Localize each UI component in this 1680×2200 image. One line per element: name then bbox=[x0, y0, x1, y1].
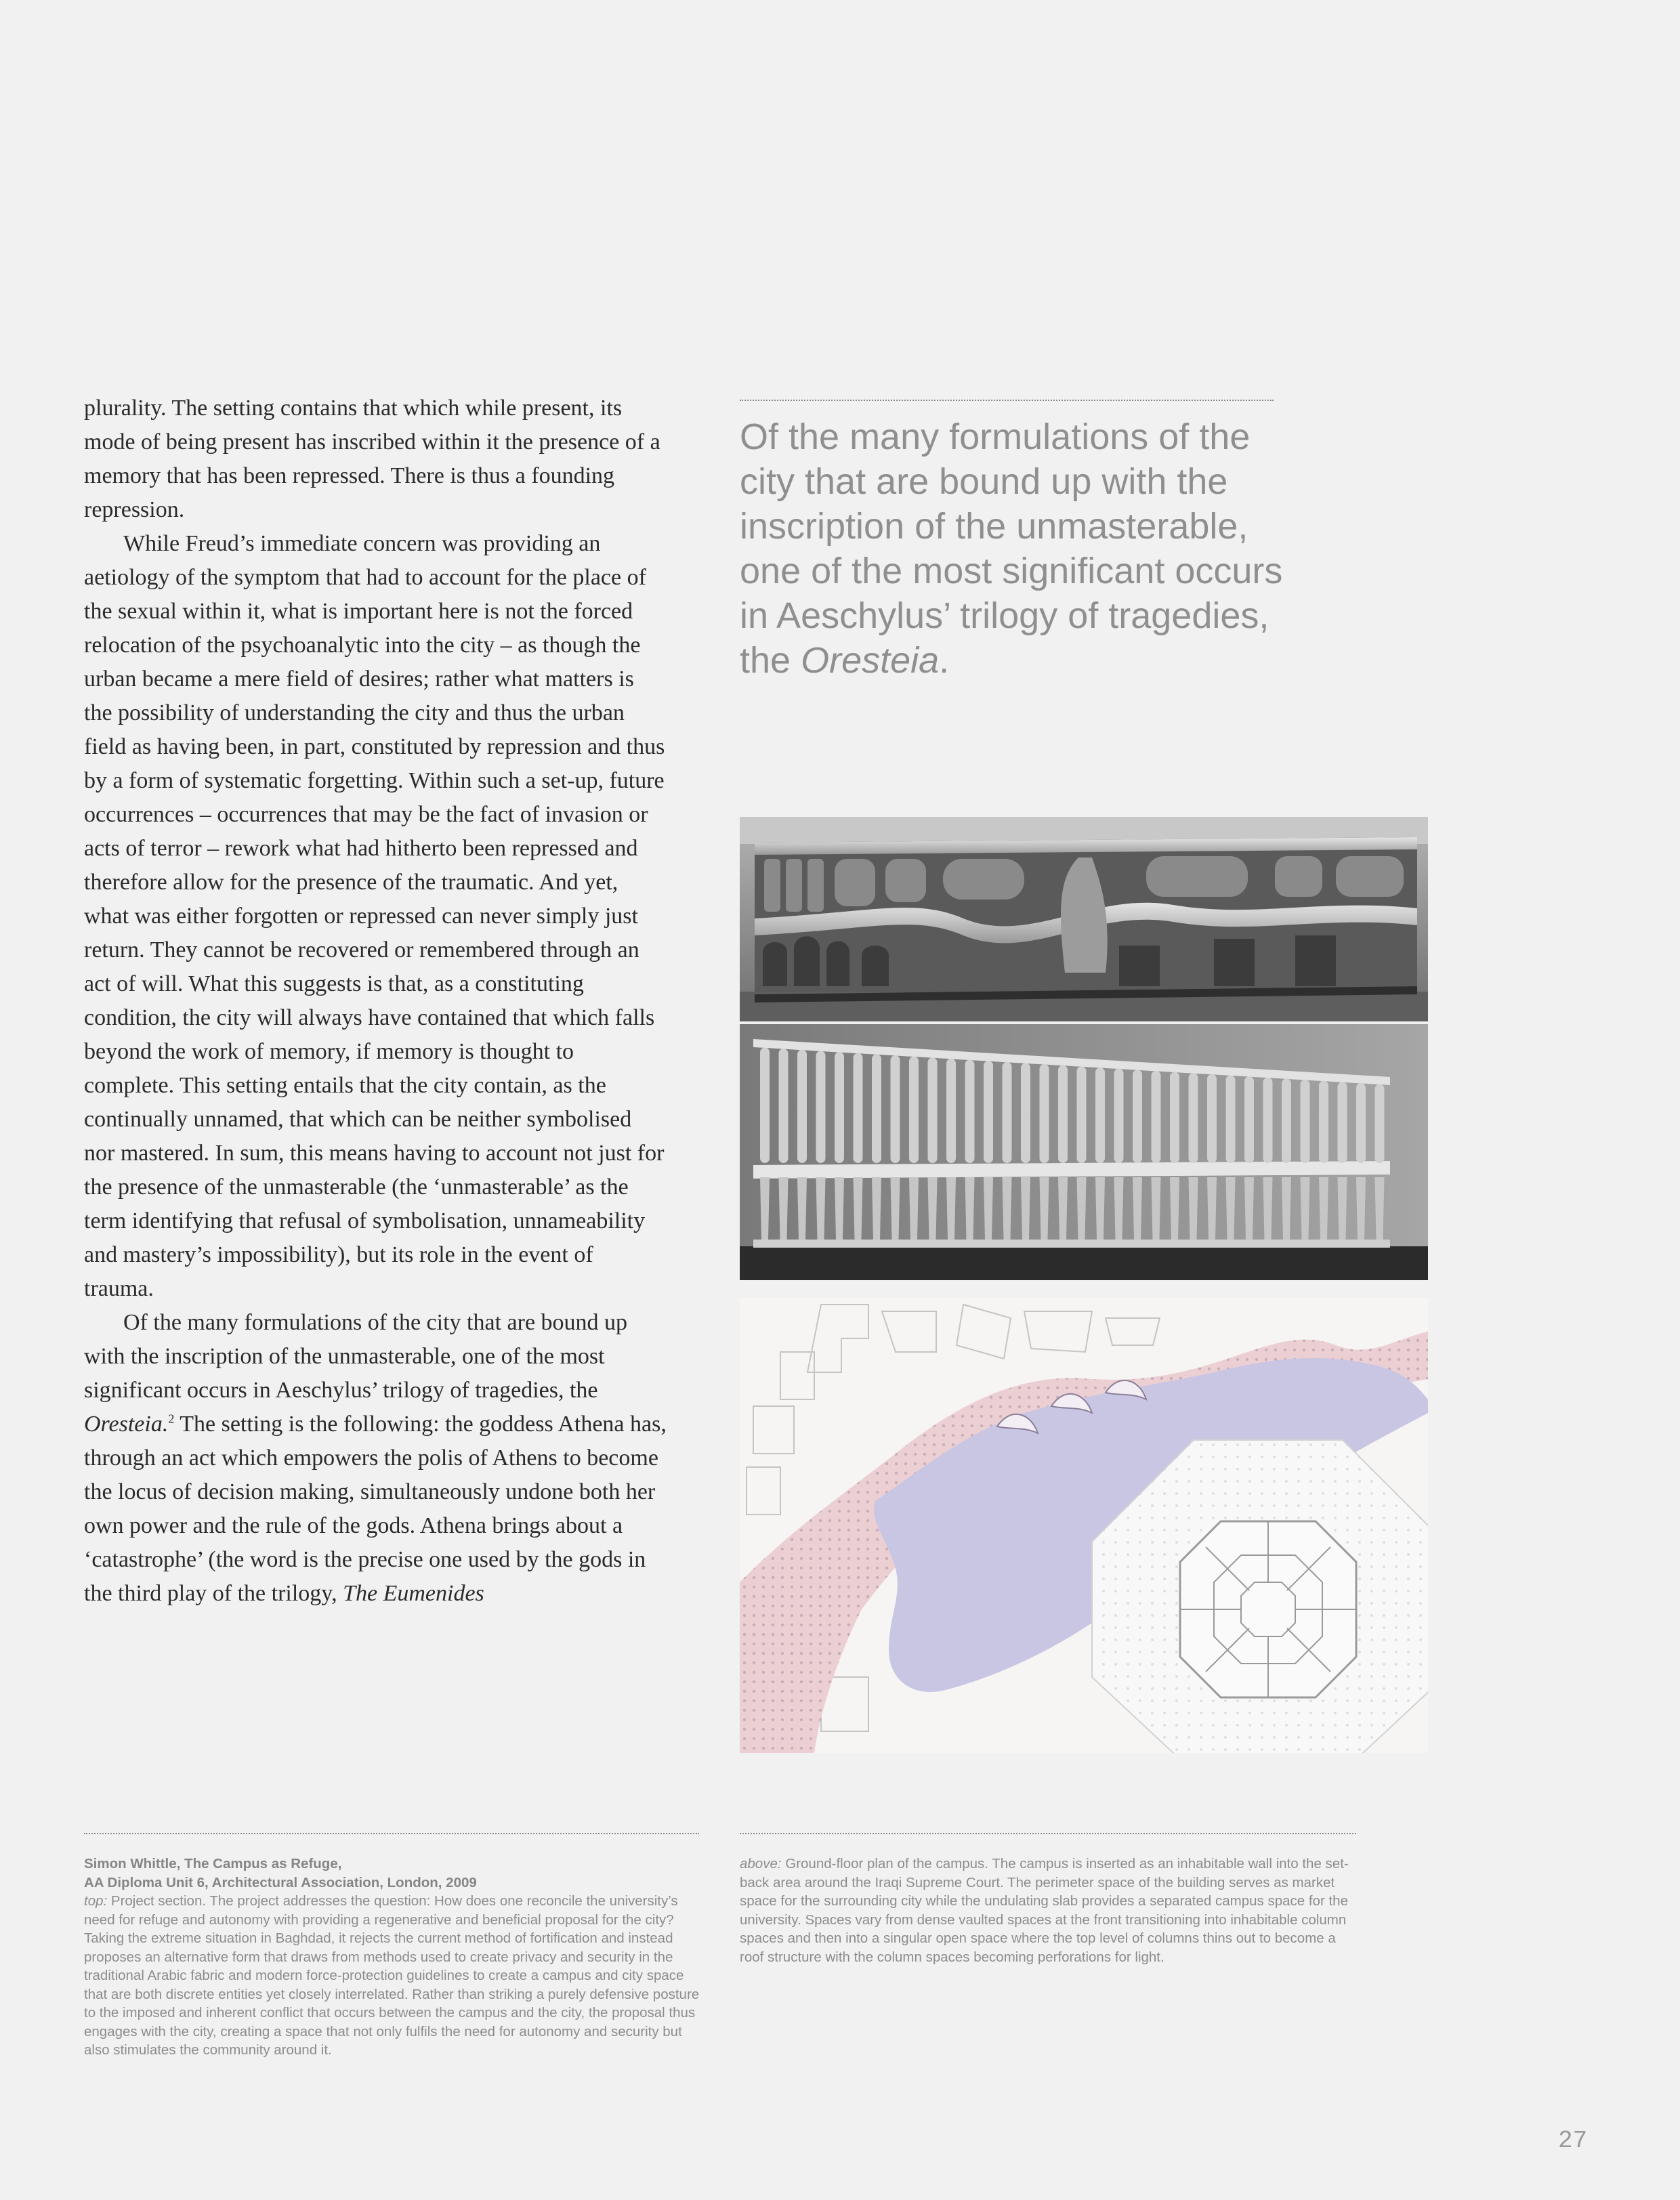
caption-author-line: Simon Whittle, The Campus as Refuge, bbox=[84, 1856, 342, 1871]
upper-column bbox=[1133, 1070, 1142, 1163]
upper-column bbox=[928, 1057, 938, 1163]
upper-column bbox=[816, 1051, 826, 1163]
lower-column bbox=[1356, 1177, 1366, 1240]
upper-column bbox=[1207, 1074, 1217, 1163]
lower-column bbox=[928, 1177, 938, 1240]
lower-column bbox=[1095, 1177, 1105, 1240]
lower-column bbox=[909, 1177, 919, 1240]
lower-column bbox=[1244, 1177, 1254, 1240]
lower-column bbox=[1170, 1177, 1179, 1240]
upper-column bbox=[835, 1052, 844, 1163]
upper-column bbox=[1338, 1082, 1347, 1163]
upper-column bbox=[1189, 1073, 1198, 1163]
pullquote-rule bbox=[740, 400, 1274, 401]
caption-rule-left bbox=[84, 1833, 699, 1834]
upper-column bbox=[797, 1050, 807, 1163]
body-text-column bbox=[84, 392, 667, 1611]
lower-column bbox=[1189, 1177, 1198, 1240]
lower-column bbox=[816, 1177, 826, 1240]
lower-column bbox=[854, 1177, 863, 1240]
caption-above-text: Ground-floor plan of the campus. The campus is inserted as an inhabitable wall into the set-back area around the Iraqi Supreme Court. The perimeter space of the building serves as market space for the surrounding city while the undulating slab provides a separated campus space for the university. Spaces vary from dense vaulted spaces at the front transitioning into inhabitable column spaces and then into a singular open space where the top level of columns thins out to become a roof structure with the column spaces becoming perforations for light. bbox=[740, 1856, 1349, 1965]
upper-column bbox=[1226, 1076, 1236, 1163]
lower-column bbox=[1338, 1177, 1347, 1240]
caption-top-figure bbox=[84, 1855, 707, 2060]
paragraph-3 bbox=[84, 1306, 667, 1611]
upper-column bbox=[1095, 1067, 1105, 1163]
pull-quote bbox=[740, 415, 1295, 683]
upper-column bbox=[1263, 1078, 1273, 1163]
footnote-marker: 2 bbox=[168, 1412, 175, 1426]
paragraph-3-text: Of the many formulations of the city that are bound up with the inscription of the unmasterable, one of the most significant occurs in Aeschylus’ trilogy of tragedies, the bbox=[84, 1310, 628, 1403]
upper-column bbox=[1356, 1083, 1366, 1163]
upper-column bbox=[1114, 1069, 1124, 1163]
ground-floor-plan-drawing bbox=[740, 1298, 1428, 1753]
upper-column bbox=[1244, 1076, 1254, 1163]
caption-course-line: AA Diploma Unit 6, Architectural Association, London, 2009 bbox=[84, 1874, 477, 1890]
upper-column bbox=[965, 1060, 975, 1163]
upper-column bbox=[1040, 1064, 1049, 1163]
section-model-photo-lower bbox=[740, 1024, 1428, 1280]
lower-column bbox=[1152, 1177, 1161, 1240]
upper-column bbox=[1282, 1078, 1291, 1163]
caption-top-body bbox=[84, 1892, 707, 2060]
upper-column bbox=[909, 1057, 919, 1163]
upper-column bbox=[760, 1048, 770, 1163]
caption-plan-figure bbox=[740, 1855, 1356, 1966]
lower-column bbox=[1114, 1177, 1124, 1240]
upper-column bbox=[946, 1059, 956, 1163]
upper-column bbox=[984, 1061, 993, 1163]
lower-column bbox=[835, 1177, 844, 1240]
upper-column bbox=[854, 1053, 863, 1163]
page-number: 27 bbox=[1558, 2127, 1588, 2155]
lower-column bbox=[1003, 1177, 1012, 1240]
upper-column bbox=[1301, 1080, 1310, 1163]
upper-column bbox=[1152, 1071, 1161, 1163]
section-model-upper-drawing bbox=[740, 817, 1428, 1021]
caption-above-lead: above: bbox=[740, 1856, 782, 1871]
lower-column bbox=[946, 1177, 956, 1240]
oresteia-title: Oresteia. bbox=[84, 1412, 169, 1437]
caption-top-text: Project section. The project addresses the question: How does one reconcile the university’s need for refuge and autonomy with providing a regenerative and beneficial proposal for the city? Taking the extreme situation in Baghdad, it rejects the current method of fortification and instead proposes an alternative form that draws from methods used to create privacy and security in the traditional Arabic fabric and modern force-protection guidelines to create a campus and city space that are both discrete entities yet closely interrelated. Rather than striking a purely defensive posture to the imposed and inherent conflict that occurs between the campus and the city, the proposal thus engages with the city, creating a space that not only fulfils the need for autonomy and security but also stimulates the community around it. bbox=[84, 1893, 700, 2058]
upper-column bbox=[1077, 1066, 1087, 1163]
lower-column bbox=[1282, 1177, 1291, 1240]
lower-column bbox=[1319, 1177, 1328, 1240]
upper-column bbox=[872, 1054, 881, 1163]
lower-column bbox=[1263, 1177, 1273, 1240]
lower-column bbox=[1375, 1177, 1385, 1240]
upper-column bbox=[1058, 1065, 1068, 1163]
pull-quote-text: Of the many formulations of the city that are bound up with the inscription of the unmasterable, one of the most significant occurs in Aeschylus’ trilogy of tragedies, the bbox=[740, 417, 1283, 681]
lower-column bbox=[965, 1177, 975, 1240]
upper-column bbox=[891, 1055, 900, 1163]
lower-column bbox=[760, 1177, 770, 1240]
lower-column bbox=[984, 1177, 993, 1240]
paragraph-3-continued: The setting is the following: the goddess Athena has, through an act which empowers the polis of Athens to become the locus of decision making, simultaneously undone both her own power and the rule of the gods. Athena brings about a ‘catastrophe’ (the word is the precise one used by the gods in the third play of the trilogy, bbox=[84, 1412, 667, 1606]
ground-floor-plan bbox=[740, 1298, 1428, 1753]
upper-column bbox=[1375, 1084, 1385, 1163]
upper-column bbox=[1170, 1072, 1179, 1163]
paragraph-1: plurality. The setting contains that which while present, its mode of being present has inscribed within it the presence of a memory that has been repressed. There is thus a founding repression. bbox=[84, 396, 660, 522]
lower-column bbox=[1226, 1177, 1236, 1240]
lower-column bbox=[1077, 1177, 1087, 1240]
section-model-photo-upper bbox=[740, 817, 1428, 1021]
section-model-lower-drawing bbox=[740, 1024, 1428, 1280]
lower-column bbox=[1040, 1177, 1049, 1240]
upper-column bbox=[779, 1049, 789, 1163]
lower-column bbox=[891, 1177, 900, 1240]
pull-quote-end: . bbox=[939, 640, 950, 681]
upper-column bbox=[1003, 1062, 1012, 1163]
lower-column bbox=[1301, 1177, 1310, 1240]
upper-column bbox=[1319, 1081, 1328, 1163]
lower-column bbox=[1058, 1177, 1068, 1240]
lower-column bbox=[872, 1177, 881, 1240]
lower-column bbox=[797, 1177, 807, 1240]
lower-column bbox=[1021, 1177, 1030, 1240]
lower-column bbox=[1133, 1177, 1142, 1240]
upper-column bbox=[1021, 1063, 1030, 1163]
lower-column bbox=[1207, 1177, 1217, 1240]
pull-quote-title: Oresteia bbox=[801, 640, 940, 681]
caption-rule-right bbox=[740, 1833, 1356, 1834]
lower-column bbox=[779, 1177, 789, 1240]
paragraph-2: While Freud’s immediate concern was providing an aetiology of the symptom that had to account for the place of the sexual within it, what is important here is not the forced relocation of the psychoanalytic into the city – as though the urban became a mere field of desires; rather what matters is the possibility of understanding the city and thus the urban field as having been, in part, constituted by repression and thus by a form of systematic forgetting. Within such a set-up, future occurrences – occurrences that may be the fact of invasion or acts of terror – rework what had hitherto been repressed and therefore allow for the presence of the traumatic. And yet, what was either forgotten or repressed can never simply just return. They cannot be recovered or remembered through an act of will. What this suggests is that, as a constituting condition, the city will always have contained that which falls beyond the work of memory, if memory is thought to complete. This setting entails that the city contain, as the continually unnamed, that which can be neither symbolised nor mastered. In sum, this means having to account not just for the presence of the unmasterable (the ‘unmasterable’ as the term identifying that refusal of symbolisation, unnameability and mastery’s impossibility), but its role in the event of trauma. bbox=[84, 531, 665, 1301]
eumenides-title: The Eumenides bbox=[343, 1581, 484, 1606]
caption-top-lead: top: bbox=[84, 1893, 108, 1909]
